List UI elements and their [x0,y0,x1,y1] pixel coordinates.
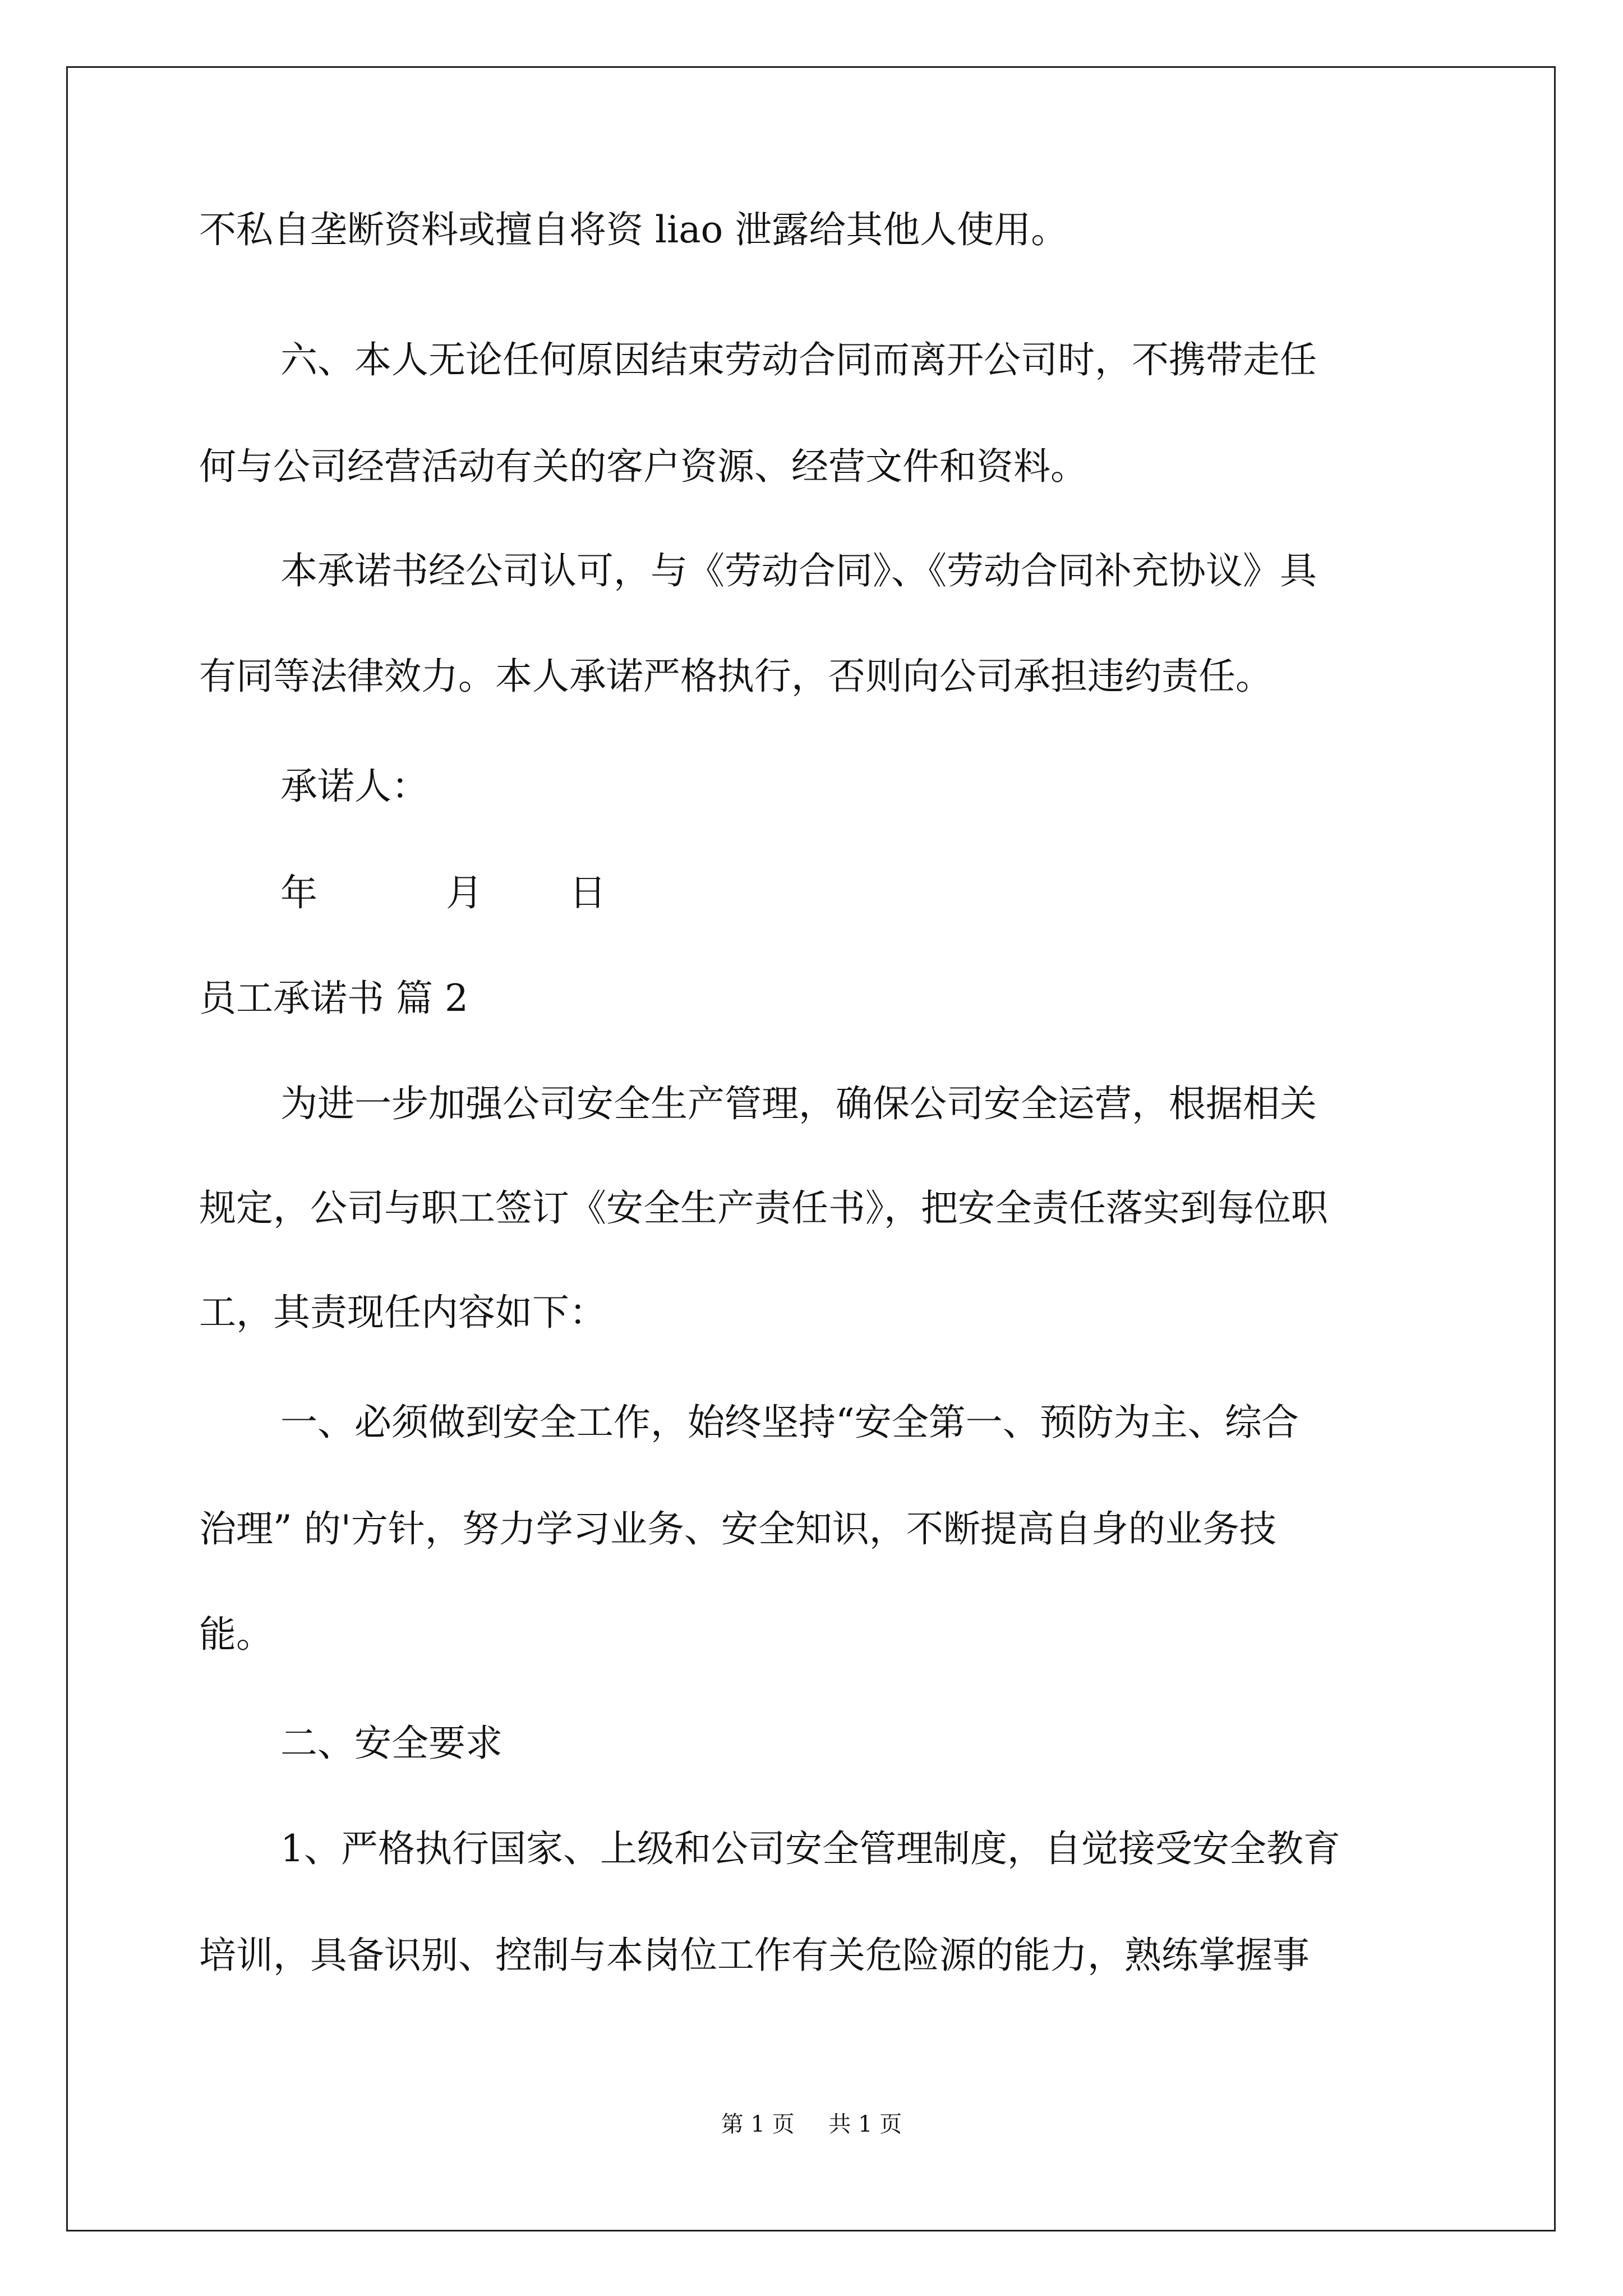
body-line: 培训，具备识别、控制与本岗位工作有关危险源的能力，熟练掌握事 [199,1934,1310,1977]
page-border [66,66,1556,2231]
date-day: 日 [569,871,606,914]
page-total: 共 1 页 [828,2111,902,2137]
section-heading: 员工承诺书 篇 2 [199,977,468,1020]
body-line: 本承诺书经公司认可，与《劳动合同》、《劳动合同补充协议》具 [280,549,1317,592]
page-footer [0,2110,1623,2138]
body-line: 能。 [199,1613,273,1656]
body-line: 规定，公司与职工签订《安全生产责任书》，把安全责任落实到每位职 [199,1186,1328,1230]
page-number: 第 1 页 [721,2111,795,2137]
body-line: 有同等法律效力。本人承诺严格执行，否则向公司承担违约责任。 [199,655,1272,698]
body-line: 不私自垄断资料或擅自将资 liao 泄露给其他人使用。 [199,208,1068,251]
body-line: 二、安全要求 [280,1722,502,1765]
body-line: 一、必须做到安全工作，始终坚持“安全第一、预防为主、综合 [280,1401,1299,1444]
body-line: 何与公司经营活动有关的客户资源、经营文件和资料。 [199,445,1087,488]
body-line: 为进一步加强公司安全生产管理，确保公司安全运营，根据相关 [280,1082,1317,1125]
date-month: 月 [446,871,483,914]
body-line: 工，其责现任内容如下： [199,1291,606,1334]
body-line: 六、本人无论任何原因结束劳动合同而离开公司时，不携带走任 [280,338,1317,381]
signatory-label: 承诺人： [280,765,428,808]
body-line: 治理” 的'方针，努力学习业务、安全知识，不断提高自身的业务技 [199,1507,1276,1550]
body-line: 1、严格执行国家、上级和公司安全管理制度，自觉接受安全教育 [280,1827,1340,1870]
date-year: 年 [280,871,317,914]
